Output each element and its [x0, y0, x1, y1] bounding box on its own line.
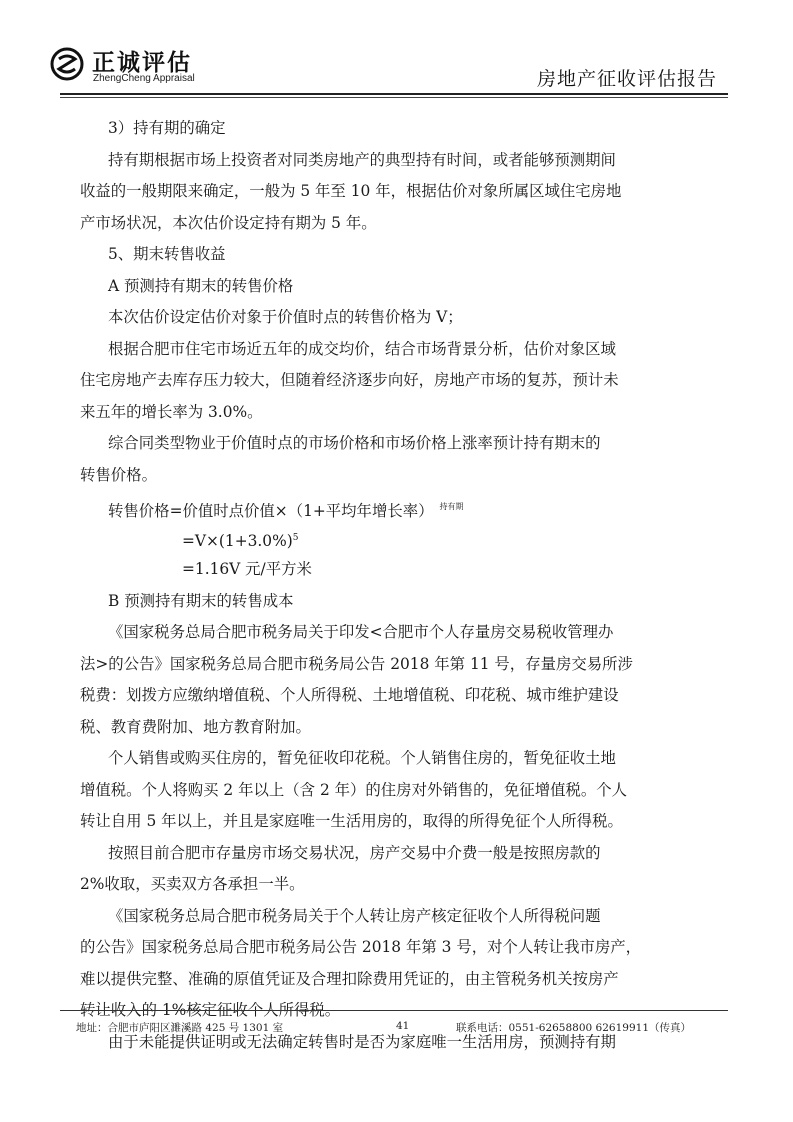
paragraph-line: 产市场状况，本次估价设定持有期为 5 年。: [80, 213, 377, 232]
paragraph-line: 住宅房地产去库存压力较大，但随着经济逐步向好，房地产市场的复苏，预计未: [80, 371, 619, 389]
paragraph-line: 来五年的增长率为 3.0%。: [80, 402, 263, 421]
paragraph-line: 由于未能提供证明或无法确定转售时是否为家庭唯一生活用房，预测持有期: [108, 1032, 616, 1051]
formula-text: 转售价格=价值时点价值×（1+平均年增长率）: [108, 502, 434, 520]
paragraph-line: 《国家税务总局合肥市税务局关于个人转让房产核定征收个人所得税问题: [108, 906, 601, 925]
paragraph-line: 根据合肥市住宅市场近五年的成交均价，结合市场背景分析，估价对象区域: [108, 339, 616, 358]
formula-result: =1.16V 元/平方米: [182, 560, 312, 578]
paragraph-line: 《国家税务总局合肥市税务局关于印发<合肥市个人存量房交易税收管理办: [108, 623, 614, 641]
footer-address: 地址：合肥市庐阳区濉溪路 425 号 1301 室: [76, 1022, 284, 1034]
section-heading-resale-income: 5、期末转售收益: [108, 245, 226, 263]
formula-superscript: 持有期: [439, 502, 464, 511]
paragraph-line: 转让自用 5 年以上，并且是家庭唯一生活用房的，取得的所得免征个人所得税。: [80, 812, 623, 830]
paragraph-line: 税、教育费附加、地方教育附加。: [80, 717, 311, 736]
header-divider-thin: [60, 97, 728, 98]
subheading-resale-cost: B 预测持有期末的转售成本: [108, 591, 294, 610]
formula-text: =V×(1+3.0%): [182, 531, 293, 550]
formula-line: [80, 523, 730, 555]
formula-line: [80, 491, 730, 523]
paragraph-line: 税费：划拨方应缴纳增值税、个人所得税、土地增值税、印花税、城市维护建设: [80, 686, 619, 704]
paragraph-line: 收益的一般期限来确定，一般为 5 年至 10 年，根据估价对象所属区域住宅房地: [80, 182, 622, 200]
paragraph-line: 按照目前合肥市存量房市场交易状况，房产交易中介费一般是按照房款的: [108, 843, 601, 862]
formula-exponent: 5: [292, 532, 299, 543]
logo-english-name: ZhengCheng Appraisal: [93, 73, 195, 84]
header-divider: [60, 93, 728, 95]
footer-phone: 联系电话：0551-62658800 62619911（传真）: [456, 1022, 691, 1034]
subheading-resale-price: A 预测持有期末的转售价格: [108, 276, 294, 295]
page-number: 41: [396, 1020, 410, 1032]
paragraph-line: 本次估价设定估价对象于价值时点的转售价格为 V；: [108, 308, 463, 326]
page-header: [0, 0, 793, 100]
footer-divider: [60, 1010, 728, 1011]
paragraph-line: 法>的公告》国家税务总局合肥市税务局公告 2018 年第 11 号，存量房交易所涉: [80, 654, 633, 673]
document-body: [80, 113, 730, 1058]
paragraph-line: 2%收取，买卖双方各承担一半。: [80, 875, 305, 893]
paragraph-line: 难以提供完整、准确的原值凭证及合理扣除费用凭证的，由主管税务机关按房产: [80, 969, 619, 988]
paragraph-line: 转让收入的 1%核定征收个人所得税。: [80, 1001, 341, 1019]
paragraph-line: 持有期根据市场上投资者对同类房地产的典型持有时间，或者能够预测期间: [108, 150, 616, 169]
paragraph-line: 个人销售或购买住房的，暂免征收印花税。个人销售住房的，暂免征收土地: [108, 749, 616, 767]
paragraph-line: 增值税。个人将购买 2 年以上（含 2 年）的住房对外销售的，免征增值税。个人: [80, 780, 628, 799]
paragraph-line: 综合同类型物业于价值时点的市场价格和市场价格上涨率预计持有期末的: [108, 434, 601, 452]
paragraph-line: 的公告》国家税务总局合肥市税务局公告 2018 年第 3 号，对个人转让我市房产，: [80, 938, 642, 956]
report-title: 房地产征收评估报告: [536, 68, 717, 90]
zhengcheng-logo-icon: [50, 47, 84, 81]
section-heading-holding-period: 3）持有期的确定: [108, 119, 226, 137]
logo-chinese-name: 正诚评估: [92, 50, 192, 76]
paragraph-line: 转售价格。: [80, 465, 157, 484]
